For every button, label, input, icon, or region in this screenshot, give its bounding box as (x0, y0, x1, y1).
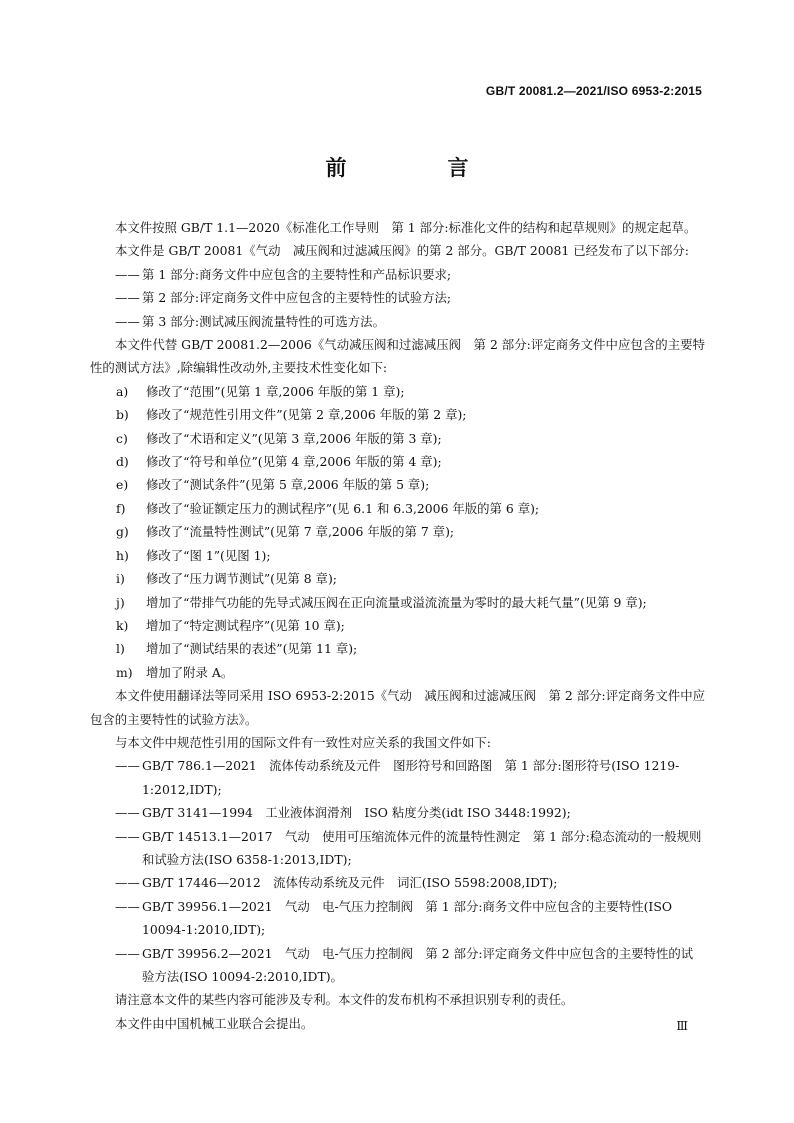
dash-mark: —— (115, 290, 140, 306)
change-text: 增加了“特定测试程序”(见第 10 章); (146, 617, 345, 633)
item-marker: b) (116, 407, 129, 423)
change-text: 修改了“术语和定义”(见第 3 章,2006 年版的第 3 章); (146, 430, 442, 446)
reference-text: GB/T 39956.2—2021 气动 电-气压力控制阀 第 2 部分:评定商务文件中应包含的主要特性的试验方法(ISO 10094-2:2010,IDT)。 (142, 945, 694, 984)
change-text: 修改了“范围”(见第 1 章,2006 年版的第 1 章); (146, 383, 405, 399)
change-item (90, 591, 705, 614)
part-list-item (90, 263, 705, 286)
item-marker: f) (116, 500, 126, 516)
item-marker: k) (116, 617, 129, 633)
change-text: 修改了“压力调节测试”(见第 8 章); (146, 571, 337, 587)
change-item (90, 544, 705, 567)
part-list-item (90, 310, 705, 333)
part-text: 第 2 部分:评定商务文件中应包含的主要特性的试验方法; (142, 290, 452, 306)
document-body (90, 216, 705, 1035)
item-marker: g) (116, 524, 129, 540)
change-text: 增加了“带排气功能的先导式减压阀在正向流量或溢流流量为零时的最大耗气量”(见第 9 章); (146, 594, 647, 610)
dash-mark: —— (115, 805, 140, 821)
change-item (90, 520, 705, 543)
correspondence-statement: 与本文件中规范性引用的国际文件有一致性对应关系的我国文件如下: (115, 734, 491, 750)
change-item (90, 661, 705, 684)
change-item (90, 614, 705, 637)
patent-notice: 请注意本文件的某些内容可能涉及专利。本文件的发布机构不承担识别专利的责任。 (115, 992, 574, 1008)
change-text: 增加了附录 A。 (146, 664, 234, 680)
change-item (90, 427, 705, 450)
item-marker: i) (116, 571, 125, 587)
change-item (90, 567, 705, 590)
part-text: 第 3 部分:测试减压阀流量特性的可选方法。 (142, 313, 385, 329)
change-item (90, 450, 705, 473)
change-item (90, 637, 705, 660)
dash-mark: —— (115, 945, 140, 961)
part-list-item (90, 286, 705, 309)
dash-mark: —— (115, 875, 140, 891)
dash-mark: —— (115, 758, 140, 774)
page-number: Ⅲ (676, 1019, 688, 1033)
item-marker: m) (116, 664, 133, 680)
reference-text: GB/T 14513.1—2017 气动 使用可压缩流体元件的流量特性测定 第 1 部分:稳态流动的一般规则和试验方法(ISO 6358-1:2013,IDT); (142, 828, 702, 867)
item-marker: h) (116, 547, 129, 563)
series-statement: 本文件是 GB/T 20081《气动 减压阀和过滤减压阀》的第 2 部分。GB/T 20081 已经发布了以下部分: (115, 243, 689, 259)
item-marker: d) (116, 454, 129, 470)
reference-item (90, 942, 705, 989)
page-title: 前 言 (325, 156, 509, 180)
item-marker: j) (116, 594, 125, 610)
reference-item (90, 825, 705, 872)
reference-text: GB/T 39956.1—2021 气动 电-气压力控制阀 第 1 部分:商务文件中应包含的主要特性(ISO 10094-1:2010,IDT); (142, 898, 672, 938)
dash-mark: —— (115, 313, 140, 329)
translation-statement: 本文件使用翻译法等同采用 ISO 6953-2:2015《气动 减压阀和过滤减压阀 第 2 部分:评定商务文件中应包含的主要特性的试验方法》。 (90, 688, 705, 727)
reference-item (90, 895, 705, 942)
item-marker: a) (116, 383, 129, 399)
proposer-statement: 本文件由中国机械工业联合会提出。 (115, 1015, 314, 1031)
change-text: 增加了“测试结果的表述”(见第 11 章); (146, 641, 358, 657)
change-item (90, 473, 705, 496)
dash-mark: —— (115, 266, 140, 282)
standard-code: GB/T 20081.2—2021/ISO 6953-2:2015 (485, 84, 702, 98)
change-text: 修改了“验证额定压力的测试程序”(见 6.1 和 6.3,2006 年版的第 6 章); (146, 500, 540, 516)
item-marker: c) (116, 430, 128, 446)
change-item (90, 380, 705, 403)
change-text: 修改了“流量特性测试”(见第 7 章,2006 年版的第 7 章); (146, 524, 455, 540)
reference-text: GB/T 786.1—2021 流体传动系统及元件 图形符号和回路图 第 1 部分:图形符号(ISO 1219-1:2012,IDT); (142, 758, 680, 797)
change-item (90, 403, 705, 426)
drafting-statement: 本文件按照 GB/T 1.1—2020《标准化工作导则 第 1 部分:标准化文件的结构和起草规则》的规定起草。 (115, 220, 697, 235)
change-text: 修改了“符号和单位”(见第 4 章,2006 年版的第 4 章); (146, 454, 442, 470)
dash-mark: —— (115, 828, 140, 844)
reference-item (90, 754, 705, 801)
item-marker: l) (116, 641, 125, 657)
reference-item (90, 871, 705, 894)
reference-item (90, 801, 705, 824)
reference-text: GB/T 17446—2012 流体传动系统及元件 词汇(ISO 5598:2008,IDT); (142, 875, 558, 891)
change-text: 修改了“规范性引用文件”(见第 2 章,2006 年版的第 2 章); (146, 407, 467, 423)
part-text: 第 1 部分:商务文件中应包含的主要特性和产品标识要求; (142, 266, 452, 282)
reference-text: GB/T 3141—1994 工业液体润滑剂 ISO 粘度分类(idt ISO 3448:1992); (142, 805, 571, 821)
change-text: 修改了“图 1”(见图 1); (146, 547, 271, 563)
item-marker: e) (116, 477, 129, 493)
dash-mark: —— (115, 898, 140, 914)
replacement-statement: 本文件代替 GB/T 20081.2—2006《气动减压阀和过滤减压阀 第 2 部分:评定商务文件中应包含的主要特性的测试方法》,除编辑性改动外,主要技术性变化如下: (90, 337, 705, 376)
change-item (90, 497, 705, 520)
change-text: 修改了“测试条件”(见第 5 章,2006 年版的第 5 章); (146, 477, 430, 493)
